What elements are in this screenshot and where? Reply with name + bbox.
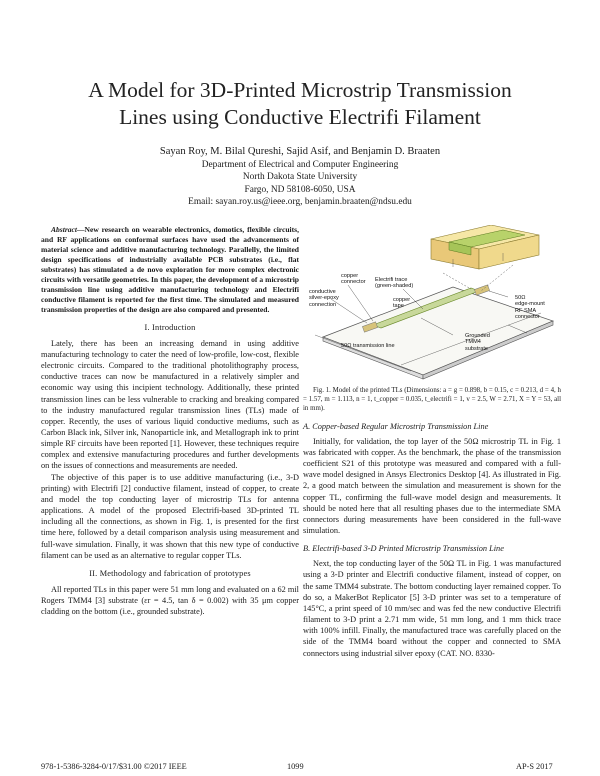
section-b-paragraph: Next, the top conducting layer of the 50Ω TL in Fig. 1 was manufactured using a 3-D printer and Electrifi conductive filament, instead of copper, on the same TMM4 substrate. The bottom conducting layer remained copper. To do so, a MakerBot Replicator [5] 3-D printer was set to a temperature of 145°C, a print speed of 10 mm/sec and was fed the new conductive Electrifi filament to 3-D print a 2.71 mm wide, 51 mm long, and 1 mm thick trace with 100% infill. Finally, the manufactured trace was carefully placed on the side of the TMM4 board without the copper and connected to SMA connectors using industrial silver epoxy (CAT. NO. 8330- bbox=[303, 559, 561, 658]
affiliation-block bbox=[40, 159, 560, 209]
section-a-paragraph: Initially, for validation, the top layer of the 50Ω microstrip TL in Fig. 1 was fabricated with copper. As the benchmark, the phase of the transmission coefficient S21 of this prototype was measured and compared with a full-wave model designed in Ansys Electronics Desktop [4]. As illustrated in Fig. 2, a good match between the simulation and measurement is shown for the copper TL, confirming the full-wave model design and measurements. It should be noted here that all resulting phases due to the intermediate SMA connectors during measurements have been considered in the full-wave simulation. bbox=[303, 436, 561, 536]
title-line-2: Lines using Conductive Electrifi Filament bbox=[119, 105, 481, 129]
section-b-heading: B. Electrifi-based 3-D Printed Microstrip Transmission Line bbox=[303, 544, 504, 554]
label-conductive-epoxy: conductive silver-epoxy connection bbox=[309, 289, 339, 308]
abstract-text: —New research on wearable electronics, domotics, flexible circuits, and RF applications on conformal surfaces have used the advancements of material science and additive manufacturing technology. Parallelly, the limited design specifications of industrially available PCB substrates (i.e., flat substrates) has stimulated a de novo exploration for more complex electronic circuits with versatile geometries. In this paper, the development of a microstrip transmission line using additive manufacturing technology and Electrifi conductive filament is reported for the first time. The simulated and measured transmission properties of the design are also compared and presented. bbox=[41, 225, 299, 314]
section-a-heading: A. Copper-based Regular Microstrip Transmission Line bbox=[303, 421, 489, 431]
title-line-1: A Model for 3D-Printed Microstrip Transmission bbox=[88, 78, 512, 102]
paper-title bbox=[40, 77, 560, 131]
abstract-lead: Abstract bbox=[51, 225, 77, 234]
section-1-heading: I. Introduction bbox=[144, 322, 196, 332]
intro-paragraph-2: The objective of this paper is to use additive manufacturing (i.e., 3-D printing) with Electrifi [2] conductive filament, instead of copper, to create and model the top conducting layer of microstrip TLs for antenna applications. A model of the proposed Electrifi-based 3D-printed TL including all the connections, as shown in Fig. 1, is presented for the first time here, followed by a detail comparison analysis using measurement and full-wave simulation. Finally, it was shown that this new type of conductive filament can be used as an alternative to regular copper TLs. bbox=[41, 472, 299, 560]
footer-page-number: 1099 bbox=[287, 762, 304, 771]
footer-conference: AP-S 2017 bbox=[516, 762, 553, 771]
intro-paragraph-1: Lately, there has been an increasing demand in using additive manufacturing technology to cater the need of low-profile, low-cost, flexible electronic circuits. Compared to the traditional photolithography process, conductive traces can now be manufactured in a relatively simpler and economic way using this incipient technology. Additionally, these printed transmission lines can be less vulnerable to cracking and breaking compared to the industry manufactured regular transmission lines (TLs) made of copper. Recently, the uses of various liquid conductive mediums, such as Carbon Black ink, Silver ink, Nanoparticle ink, and Metallograph ink to print simple RF circuits have been reported [1]. However, these techniques require complex and extensive manufacturing procedures and further developments on the issues of connections and measurements are needed. bbox=[41, 338, 299, 471]
right-column bbox=[303, 225, 561, 659]
footer-isbn: 978-1-5386-3284-0/17/$31.00 ©2017 IEEE bbox=[41, 762, 187, 771]
label-copper-connector: copper connector bbox=[341, 273, 366, 286]
abstract bbox=[41, 225, 299, 315]
author-list: Sayan Roy, M. Bilal Qureshi, Sajid Asif, and Benjamin D. Braaten bbox=[159, 146, 441, 157]
department: Department of Electrical and Computer Engineering bbox=[201, 160, 399, 170]
label-copper-tape: copper tape bbox=[393, 297, 411, 310]
email: Email: sayan.roy.us@ieee.org, benjamin.braaten@ndsu.edu bbox=[188, 197, 412, 208]
section-2-heading: II. Methodology and fabrication of prototypes bbox=[89, 568, 251, 578]
left-column bbox=[41, 225, 299, 617]
city: Fargo, ND 58108-6050, USA bbox=[244, 184, 356, 195]
university: North Dakota State University bbox=[242, 172, 358, 183]
label-50ohm-line: 50Ω transmission line bbox=[341, 343, 395, 349]
method-paragraph-1: All reported TLs in this paper were 51 mm long and evaluated on a 62 mil Rogers TMM4 [3] substrate (εr = 4.5, tan δ = 0.002) with 35 μm copper cladding on the bottom (i.e., grounded substrate). bbox=[41, 585, 299, 617]
label-grounded-substrate: Grounded TMM4 substrate bbox=[465, 333, 490, 352]
figure-1 bbox=[303, 225, 561, 381]
label-sma-connector: 50Ω edge-mount RF SMA connector bbox=[515, 295, 545, 321]
label-electrifi-trace: Electrifi trace (green-shaded) bbox=[375, 277, 414, 290]
figure-1-caption: Fig. 1. Model of the printed TLs (Dimensions: a = g = 0.898, b = 0.15, c = 0.213, d = 4, h = 1.57, m = 1.113, n = 1, t_copper = 0.035, t_electrifi = 1, v = 2.5, W = 2.71, X = Y = 53, all in mm). bbox=[303, 387, 561, 413]
